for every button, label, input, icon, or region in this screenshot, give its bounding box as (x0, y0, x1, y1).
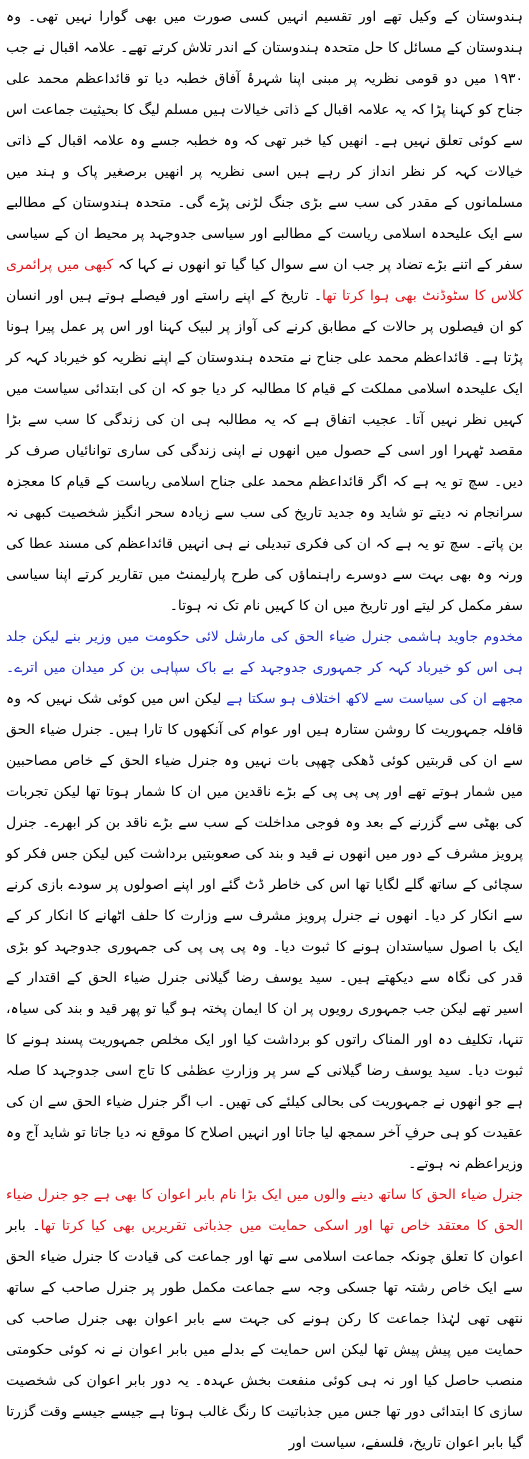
highlighted-red-text: کبھی میں پرائمری کلاس کا سٹوڈنٹ بھی ہوا کرتا تھا (6, 257, 523, 304)
text-run: ہندوستان کے وکیل تھے اور تقسیم انہیں کسی صورت میں بھی گوارا نہیں تھی۔ وہ ہندوستان کے مسائل کا حل متحدہ ہندوستان کے اندر تلاش کرتے تھے۔ علامہ اقبال نے جب ۱۹۳۰ میں دو قومی نظریہ پر مبنی اپنا شہرۂ آفاق خطبہ دیا تو قائداعظم محمد علی جناح کو کہنا پڑا کہ یہ علامہ اقبال کے ذاتی خیالات ہیں مسلم لیگ کا بحیثیت جماعت اس سے کوئی تعلق نہیں ہے۔ انھیں کیا خبر تھی کہ وہ خطبہ جسے وہ علامہ اقبال کے ذاتی خیالات کہہ کر نظر انداز کر رہے ہیں اسی نظریہ پر انھیں برصغیر پاک و ہند میں مسلمانوں کے مقدر کی سب سے بڑی جنگ لڑنی پڑے گی۔ متحدہ ہندوستان کے مطالبے سے ایک علیحدہ اسلامی ریاست کے مطالبے اور سیاسی جدوجہد پر محیط ان کے سیاسی سفر کے اتنے بڑے تضاد پر جب ان سے سوال کیا گیا تو انھوں نے کہا کہ (6, 9, 523, 273)
text-run: لیکن اس میں کوئی شک نہیں کہ وہ قافلہ جمہوریت کا روشن ستارہ ہیں اور عوام کی آنکھوں کا تارا ہیں۔ جنرل ضیاء الحق سے ان کی قربتیں کوئی ڈھکی چھپی بات نہیں وہ جنرل ضیاء الحق کے خاص مصاحبین میں شمار ہوتے تھے اور پی پی پی کے بڑے ناقدین میں ان کا شمار ہوتا تھا لیکن تجربات کی بھٹی سے گزرنے کے بعد وہ فوجی مداخلت کے سب سے بڑے ناقد بن کر ابھرے۔ جنرل پرویز مشرف کے دور میں انھوں نے قید و بند کی صعوبتیں برداشت کیں لیکن جس فکر کو سچائی کے ساتھ گلے لگایا تھا اس کی خاطر ڈٹ گئے اور اپنے اصولوں پر سودے بازی کرنے سے انکار کر دیا۔ انھوں نے جنرل پرویز مشرف سے وزارت کا حلف اٹھانے کا انکار کر کے ایک با اصول سیاستدان ہونے کا ثبوت دیا۔ وہ پی پی پی کی جمہوری جدوجہد کو بڑی قدر کی نگاہ سے دیکھتے ہیں۔ سید یوسف رضا گیلانی جنرل ضیاء الحق کے اقتدار کے اسیر تھے لیکن جب جمہوری رویوں پر ان کا ایمان پختہ ہو گیا تو پھر قید و بند کی سیاہ، تنہا، تکلیف دہ اور المناک راتوں کو برداشت کیا اور ایک مخلص جمہوریت پسند ہونے کا ثبوت دیا۔ سید یوسف رضا گیلانی کے سر پر وزارتِ عظمٰی کا تاج اسی جدوجہد کا صلہ ہے جو انھوں نے جمہوریت کی بحالی کیلئے کی تھیں۔ اب اگر جنرل ضیاء الحق سے ان کی عقیدت کو ہی حرفِ آخر سمجھ لیا جاتا اور انہیں اصلاح کا موقع نہ دیا جاتا تو شاید آج وہ وزیراعظم نہ ہوتے۔ (6, 691, 523, 1172)
highlighted-blue-text: مخدوم جاوید ہاشمی جنرل ضیاء الحق کی مارشل لائی حکومت میں وزیر بنے لیکن جلد ہی اس کو خیرباد کہہ کر جمہوری جدوجہد کے بے باک سپاہی بن کر میدان میں اترے۔ مجھے ان کی سیاست سے لاکھ اختلاف ہو سکتا ہے (6, 629, 523, 707)
paragraph-hashmi (6, 622, 523, 1180)
text-run: ۔ تاریخ کے اپنے راستے اور فیصلے ہوتے ہیں اور انسان کو ان فیصلوں پر حالات کے مطابق کرنے کی آواز پر لبیک کہنا اور اس پر عمل پیرا ہونا پڑتا ہے۔ قائداعظم محمد علی جناح نے متحدہ ہندوستان کے اپنے نظریہ کو خیرباد کہہ کر ایک علیحدہ اسلامی مملکت کے قیام کا مطالبہ کر دیا جو کہ ان کی ابتدائی سیاست میں کہیں نظر نہیں آتا۔ عجیب اتفاق ہے کہ یہ مطالبہ ہی ان کی زندگی کا سب سے بڑا مقصد ٹھہرا اور اسی کے حصول میں انھوں نے اپنی زندگی کی ساری توانائیاں صرف کر دیں۔ سچ تو یہ ہے کہ اگر قائداعظم محمد علی جناح اسلامی ریاست کے قیام کا معجزہ سرانجام نہ دیتے تو شاید وہ جدید تاریخ کی سب سے زیادہ سحر انگیز شخصیت کبھی نہ بن پاتے۔ سچ تو یہ ہے کہ ان کی فکری تبدیلی نے ہی انہیں قائداعظم کی مسند عطا کی ورنہ وہ بھی بہت سے دوسرے راہنماؤں کی طرح پارلیمنٹ میں تقاریر کرتے اپنا سیاسی سفر مکمل کر لیتے اور تاریخ میں ان کا کہیں نام تک نہ ہوتا۔ (6, 288, 523, 614)
paragraph-babar-awan (6, 1180, 523, 1459)
paragraph-jinnah (6, 2, 523, 622)
text-run: ۔ بابر اعوان کا تعلق چونکہ جماعت اسلامی سے تھا اور جماعت کی قیادت کا جنرل ضیاء الحق سے ایک خاص رشتہ تھا جسکی وجہ سے جماعت مکمل طور پر جنرل صاحب کے ساتھ نتھی تھی لہٰذا جماعت کا رکن ہونے کی جہت سے بابر اعوان بھی جنرل صاحب کی حمایت میں پیش پیش تھا لیکن اس حمایت کے بدلے میں بابر اعوان نے نہ کوئی حکومتی منصب حاصل کیا اور نہ ہی کوئی منفعت بخش عہدہ۔ یہ دور بابر اعوان کی شخصیت سازی کا ابتدائی دور تھا جس میں جذباتیت کا رنگ غالب ہوتا ہے جیسے جیسے وقت گزرتا گیا بابر اعوان تاریخ، فلسفے، سیاست اور (6, 1218, 523, 1451)
highlighted-red-text: جنرل ضیاء الحق کا ساتھ دینے والوں میں ایک بڑا نام بابر اعوان کا بھی ہے جو جنرل ضیاء الحق کا معتقد خاص تھا اور اسکی حمایت میں جذباتی تقریریں بھی کیا کرتا تھا (6, 1187, 524, 1234)
